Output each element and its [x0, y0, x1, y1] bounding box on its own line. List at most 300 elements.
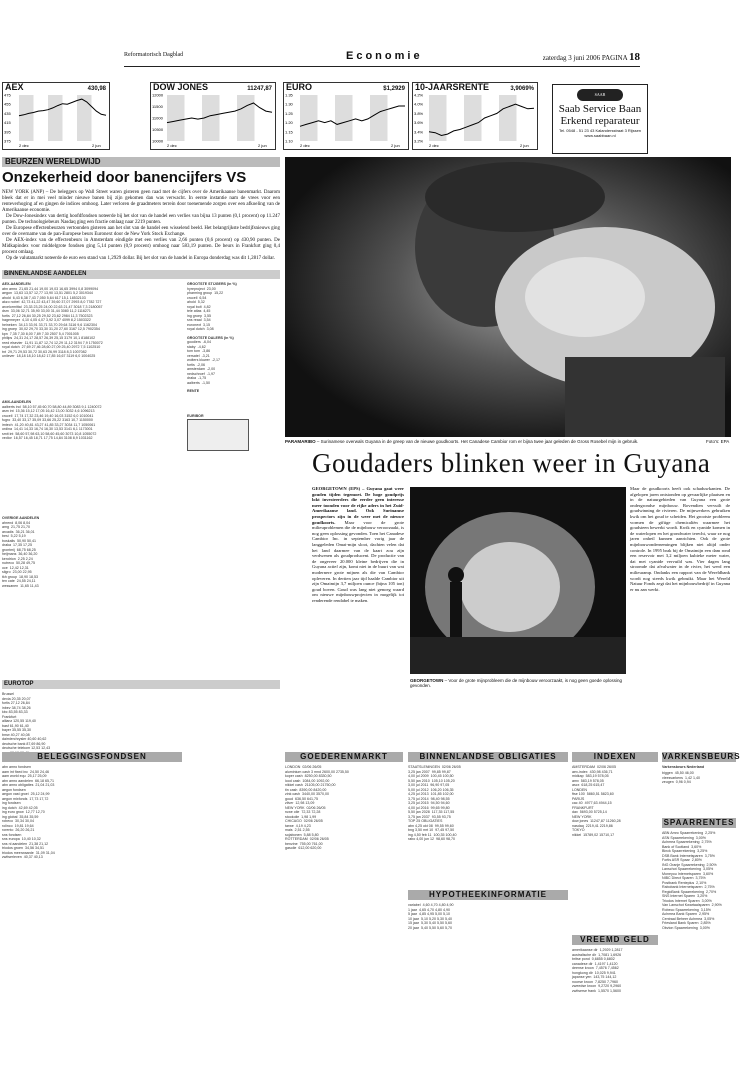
chart-band — [220, 95, 238, 141]
spaarrentes-rows — [662, 831, 736, 941]
x-tick-label: 2 jun — [391, 143, 400, 148]
x-tick-label: 2 jun — [258, 143, 267, 148]
table-row: bng 3,50 mrt 10 97,45 97,50 — [408, 828, 455, 832]
chart-band — [77, 95, 92, 141]
table-row: nikkel cash 21105,00 21750,00 — [285, 783, 336, 787]
table-row: amx 583,19 578,05 — [572, 778, 604, 783]
chart-band — [353, 95, 371, 141]
y-tick-label: 1.20 — [285, 120, 293, 126]
goederenmarkt-rows — [285, 765, 403, 925]
table-row: tnt 29,71 29,53 30,72 30,63 26,99 3118 8,3 1007082 — [2, 349, 87, 354]
y-tick-label: 415 — [4, 120, 11, 126]
chart-band — [63, 95, 78, 141]
photo2-caption: GEORGETOWN – Voor de grote mijnprobleem die de mijnbouw veroorzaakt, is nog geen goede oplossing gevonden. — [410, 678, 623, 688]
table-row: ing fondsen — [2, 801, 21, 805]
section-name: Economie — [346, 50, 423, 62]
table-row: tarwe 4,19 4,23 — [285, 823, 311, 828]
table-row: abn 4,25 okt 08 99,55 99,60 — [408, 823, 454, 828]
chart-dow-jones — [150, 82, 276, 150]
table-row: aegon vast groei 25,12 24,99 — [2, 792, 50, 796]
table-row: nutreco 50,28 49,75 — [2, 561, 35, 565]
list-item: pharming group 15,22 — [187, 291, 224, 295]
table-row: goud 636,50 641,75 — [285, 796, 318, 801]
table-row: aluminium cash 3 mnd 2600,00 2735,50 — [285, 769, 349, 774]
table-row: zilver 12,98 13,09 — [285, 801, 315, 805]
obligaties-rows — [408, 765, 568, 883]
y-tick-label: 455 — [4, 101, 11, 107]
y-tick-label: 3.6% — [414, 120, 424, 126]
table-row: deutsche bank 87,69 86,90 — [2, 741, 46, 746]
chart-value: 3,9069% — [510, 86, 534, 92]
table-row: Rabobank Internetsparen 2,75% — [662, 885, 715, 889]
table-row: dexia 20,35 20,07 — [2, 696, 31, 701]
table-row: ahrend 8,06 8,04 — [2, 520, 31, 525]
table-row: NEW YORK 02/06 26/05 — [285, 805, 326, 810]
beleggingsfondsen-rows — [2, 765, 182, 1055]
list-item: ahold 5,32 — [187, 300, 205, 304]
table-row: vleesvarkens 1,42 1,40 — [662, 775, 700, 780]
paragraph: De Dow-Jonesindex van dertig hoofdfondsen noteerde bij het slot van de handel een verlies van bijna 13 punten (0,1 procent) op 11.247 punten. De technologiebeurs Nasdaq ging een fractie omlaag naar 2219 punten. — [2, 214, 280, 225]
table-row: oce 12,42 12,31 — [2, 565, 29, 570]
x-tick-label: 2 jun — [92, 143, 101, 148]
aex-table — [2, 282, 182, 398]
table-row: 3,00 jul 2011 96,90 97,05 — [408, 783, 450, 787]
table-row: ten cate 24,55 24,11 — [2, 579, 36, 583]
wereldwijd-article — [2, 190, 280, 260]
table-row: dax 5693,00 5725,14 — [572, 810, 607, 814]
paragraph: De AEX-index van de effectenbeurs in Amsterdam eindigde met een verlies van 2,66 punten (0,6 procent) op 430,90 punten. De Midkapindex voor middelgrote fondsen ging 5,14 punten (0,9 procent) omhoog naar 583,19 punten. De beurs in Frankfurt ging 0,4 procent omlaag. — [2, 238, 280, 255]
table-row: 4,25 jul 2013 101,85 102,00 — [408, 792, 454, 796]
list-item: fortis -2,06 — [187, 362, 205, 367]
chart-title: 10-JAARSRENTE — [415, 82, 490, 92]
y-tick-label: 12000 — [152, 92, 164, 98]
y-tick-label: 1.25 — [285, 110, 293, 116]
table-row: 4,00 jul 2016 99,65 99,80 — [408, 805, 450, 810]
table-row: ING Oranje Spaarrekening 2,50% — [662, 862, 717, 867]
chart-title: DOW JONES — [153, 82, 209, 92]
goederenmarkt-title: GOEDERENMARKT — [285, 752, 403, 762]
table-row: bmw 40,27 40,08 — [2, 732, 30, 737]
table-row: STAATSLENINGEN 02/06 26/05 — [408, 765, 461, 769]
table-row: abn amro aandelen 66,18 65,71 — [2, 778, 54, 783]
indexen-title: INDEXEN — [572, 752, 658, 762]
paragraph: NEW YORK (ANP) – De beleggers op Wall Street waren gisteren geen raad met de cijfers over de Amerikaanse banenmarkt. Daarom bleek dat er in mei veel minder nieuwe banen bij zijn gekomen dan was verwacht. In eerste instantie nam de vrees voor een renteverhoging af en gingen de indices omhoog. Later verloren de graadmeters terrein door toenemende zorgen over een afkoeling van de Amerikaanse economie. — [2, 190, 280, 213]
list-item: nedschroef -1,97 — [187, 371, 215, 376]
table-row: Obvion Spaarrekening 3,00% — [662, 925, 710, 930]
vreemd-geld-title: VREEMD GELD — [572, 935, 658, 945]
guyana-headline: Goudaders blinken weer in Guyana — [312, 448, 711, 478]
table-row: basf 61,90 61,40 — [2, 723, 29, 728]
table-row: aegon mixfonds 17,73 17,72 — [2, 796, 49, 801]
table-row: ordina 14,41 14,33 16,74 16,30 13,53 3141 6,1 1173001 — [2, 427, 93, 431]
stijgers-list — [187, 287, 279, 332]
eurotop-title: EUROTOP — [2, 680, 280, 689]
table-row: midkap 583,19 578,05 — [572, 774, 609, 778]
table-row: Friesland Bank Sparen 2,85% — [662, 921, 711, 925]
table-row: aalberts ind 58,10 57,45 60,70 58,80 44,89 3083 9,1 1240072 — [2, 404, 102, 409]
chart-band — [92, 95, 107, 141]
chart-band — [48, 95, 63, 141]
ad-contact: Tel. 0548 - 51 23 43 Kalandersstraat 3 Rijssen www.saabbaan.nl — [558, 128, 642, 138]
table-row: 5 jaar 4,85 4,95 5,00 5,10 — [408, 912, 450, 916]
table-row: LONDEN — [572, 787, 587, 792]
table-row: ruwe olie 72,33 72,28 — [285, 810, 321, 814]
table-row: arcelormittal 23,33 23,25 24,00 22,63 21,47 3018 7,3 2180057 — [2, 304, 103, 309]
chart-10-jaarsrente — [412, 82, 538, 150]
table-row: sns nl aandelen 21,38 21,12 — [2, 841, 49, 846]
table-row: ftse 100 5860,51 5823,60 — [572, 792, 614, 796]
table-row: aam int fixed inc 24,50 24,46 — [2, 769, 49, 774]
list-item: wolters kluwer -2,17 — [187, 358, 220, 362]
table-row: asm int 15,36 15,12 17,05 16,42 13,00 3032 4,6 1096213 — [2, 409, 95, 413]
x-tick-label: 2 dec — [19, 143, 29, 148]
table-row: kpn 7,35 7,30 8,00 7,89 7,30 2507 5,4 7001005 — [2, 331, 79, 336]
table-row: benzine 755,00 761,00 — [285, 841, 323, 846]
table-row: gasolie 612,00 620,00 — [285, 846, 322, 850]
table-row: sligro 23,00 22,95 — [2, 570, 32, 574]
chart-value: 430,98 — [87, 86, 106, 92]
table-row: Frankfurt — [2, 714, 17, 719]
table-row: ahold 6,43 6,38 7,43 7,050 5,64 617 15,1 18532103 — [2, 295, 86, 300]
table-row: Postbank Renteplus 2,10% — [662, 880, 707, 885]
guyana-col-5: Maar de goudkoorts heeft ook schaduwkanten. De afgelopen jaren ontstonden op gevaarlijke plaatsen en in de natuurgebieden van Guyana een grote ondergrondse mijnbouw. Bovendien vervuilt de goudwinning de rivieren. De mijnwerkers gebruiken kwik om het goud te scheiden. Het grootste probleem vormen de giftige chemicaliën waarmee het goudsteen bewerkt wordt. Kwik en cyanide komen in de waterlopen en het grondwater terecht, waar ze nog jaren onheil kunnen aanrichten. Ook de grote mijnbouwondernemingen blijken niet altijd onder controle. In 1995 brak bij de Omaimijn een dam rond een reservoir met 3,2 miljoen kubieke meter water, dat met cyanide vervuild was. Vier dagen lang stroomde dat afvalwater in de rivier, het werd een milieuramp. Ondanks een rapport van de Wereldbank wordt nog steeds kwik gebruikt. Maar het Wereld Natuur Fonds zegt dat het mijnbouwbedrijf in Guyana er nu aan werkt. — [630, 486, 730, 592]
table-row: zwitserse frank 1,5570 1,5600 — [572, 988, 621, 993]
table-row: akzo nobel 42,73 41,22 43,47 39,60 37,07 2993 8,0 7782 727 — [2, 300, 102, 304]
table-row: fugro 33,40 33,17 35,09 33,66 25,22 3163 10,7 1150000 — [2, 418, 93, 422]
y-tick-label: 395 — [4, 129, 11, 135]
chart-title: EURO — [286, 82, 313, 92]
hypotheek-rows — [408, 903, 568, 963]
amx-label: AMX-AANDELEN — [2, 400, 32, 404]
chart-plot — [284, 83, 408, 149]
table-row: draka 17,35 17,25 — [2, 543, 32, 547]
table-row: fortis 27,12 26,84 — [2, 701, 30, 705]
table-row: inbev 38,74 38,26 — [2, 705, 31, 710]
chart-band — [300, 95, 318, 141]
table-row: ASN Spaarrekening 3,00% — [662, 835, 706, 840]
table-row: Achmea Spaarrekening 2,75% — [662, 840, 712, 844]
paragraph: De Europese effectenbeurzen vertoonden gisteren aan het slot van de handel een wisselend beeld. Het belangrijkste bedrijfsnieuws ging over de overname van de pan-Europese beurs Euronext door de New York Stock Exchange. — [2, 226, 280, 237]
stijgers-title: GROOTSTE STIJGERS (in %) — [187, 282, 237, 286]
table-row: sns europa 10,40 10,32 — [2, 837, 41, 841]
table-row: abn amro 21,65 21,44 19,00 19,03 16,65 3994 0,8 3099094 — [2, 286, 99, 291]
table-row: ing groep 30,02 29,70 33,30 31,20 27,60 3167 12,5 7902354 — [2, 327, 100, 331]
table-row: tin cash 8390,00 8420,00 — [285, 787, 327, 792]
table-row: stookolie 1,98 1,99 — [285, 814, 317, 819]
table-row: PARIJS — [572, 796, 585, 801]
table-row: abn amro obligaties 21,04 21,03 — [2, 783, 55, 787]
table-row: smit int 58,60 57,98 63,10 58,60 45,60 3073 10,8 1055072 — [2, 431, 97, 436]
chart-band — [335, 95, 353, 141]
table-row: japanse yen 143,75 144,12 — [572, 975, 617, 979]
table-row: besi 5,22 5,19 — [2, 534, 26, 538]
table-row: hongkong dlr 10,025 9,941 — [572, 970, 616, 975]
table-row: allianz 120,55 119,40 — [2, 719, 36, 723]
page-number: 18 — [629, 51, 640, 63]
goldminer-photo — [285, 157, 731, 437]
table-row: aex-index 430,98 436,71 — [572, 769, 613, 774]
y-tick-label: 1.15 — [285, 129, 293, 135]
table-row: Bank of Scotland 3,60% — [662, 844, 702, 849]
table-row: 10 jaar 5,10 5,20 5,30 5,40 — [408, 916, 452, 921]
chart-band — [255, 95, 273, 141]
chart-band — [370, 95, 388, 141]
chart-band — [237, 95, 255, 141]
table-row: tkh group 18,90 18,53 — [2, 574, 38, 579]
table-row: LONDON 02/06 26/05 — [285, 765, 322, 769]
table-row: ing dutch 42,69 42,05 — [2, 805, 38, 810]
list-item: sns reaal 3,54 — [187, 318, 211, 322]
vreemd-geld-rows — [572, 948, 658, 1008]
list-item: royal dutch 3,08 — [187, 327, 214, 331]
spaarrentes-title: SPAARRENTES — [663, 818, 735, 827]
table-row: rabo 4,00 jun 12 98,60 98,70 — [408, 837, 455, 841]
chart-plot — [413, 83, 537, 149]
table-row: sojabonen 5,88 5,80 — [285, 832, 319, 837]
x-tick-label: 2 jun — [520, 143, 529, 148]
y-tick-label: 11000 — [152, 115, 163, 121]
table-row: amg 21,75 21,70 — [2, 525, 30, 529]
table-row: ing 4,50 feb 11 100,35 100,40 — [408, 832, 457, 837]
table-row: Achmea Bank Sparen 2,95% — [662, 912, 710, 916]
table-row: heineken 34,13 33,91 33,71 33,70 29,64 3116 9,6 1162304 — [2, 322, 97, 327]
table-row: Brussel — [2, 692, 14, 696]
y-tick-label: 375 — [4, 138, 11, 144]
x-tick-label: 2 dec — [429, 143, 439, 148]
table-row: Triodos Internet Sparen 3,00% — [662, 898, 712, 903]
table-row: aegon fondsen — [2, 787, 26, 792]
table-row: nikkei 15789,02 15710,17 — [572, 832, 615, 837]
chart-euro — [283, 82, 409, 150]
table-row: reed elsevier 11,91 11,87 12,74 12,29 11,12 3194 7,9 1750072 — [2, 340, 103, 345]
varkensbeurs-sub: Varkensbeurs Nederland — [662, 765, 705, 769]
list-item: ing groep 3,55 — [187, 313, 211, 318]
y-tick-label: 3.2% — [414, 138, 424, 144]
saab-advertisement[interactable] — [552, 84, 648, 154]
indexen-rows — [572, 765, 658, 925]
table-row: Van Lanschot Kwartaalsparen 2,90% — [662, 903, 722, 907]
paragraph: Op de valutamarkt noteerde de euro een stand van 1,2929 dollar. Bij het slot van de handel in Europa donderdag was dit 1,2817 dollar. — [6, 256, 275, 261]
table-row: 3,75 jul 2014 98,40 98,55 — [408, 796, 450, 801]
table-row: zweedse kroon 9,2720 9,2960 — [572, 984, 622, 988]
chart-band — [388, 95, 406, 141]
table-row: SNS Internet Sparen 3,20% — [662, 894, 708, 898]
table-row: imtech 41,20 40,81 43,27 41,85 33,27 3034 11,7 1050061 — [2, 422, 96, 427]
table-row: biggen 45,50 46,00 — [662, 771, 694, 775]
table-row: grontmij 68,75 68,25 — [2, 547, 36, 552]
y-tick-label: 4.0% — [414, 101, 424, 107]
table-row: abn amro fondsen — [2, 765, 31, 769]
table-row: canadese dlr 1,4197 1,4120 — [572, 961, 618, 966]
mine-tunnel-image — [410, 487, 626, 674]
y-tick-label: 1.30 — [285, 101, 293, 107]
table-row: 3,75 jan 2037 93,55 93,75 — [408, 814, 451, 819]
table-row: zink cash 3440,00 3570,00 — [285, 792, 329, 796]
table-row: 5,00 jul 2012 106,20 106,35 — [408, 787, 454, 792]
table-row: ascx 618,25 615,47 — [572, 783, 605, 787]
table-row: wessanen 11,65 11,43 — [2, 583, 39, 588]
hypotheek-title: HYPOTHEEKINFORMATIE — [408, 890, 568, 900]
y-tick-label: 11500 — [152, 104, 163, 109]
table-row: Moneyou Internetsparen 3,60% — [662, 871, 714, 876]
table-row: koper cash 8250,00 8330,50 — [285, 774, 332, 778]
table-row: daimlerchrysler 40,60 40,62 — [2, 737, 47, 741]
chart-title: AEX — [5, 82, 24, 92]
table-row: noorse kroon 7,8250 7,7960 — [572, 979, 618, 984]
table-row: variabel 4,60 4,70 4,80 4,90 — [408, 903, 454, 907]
y-tick-label: 10000 — [152, 138, 164, 144]
list-item: crucell 6,54 — [187, 295, 207, 300]
table-row: 4,00 jul 2009 100,45 100,50 — [408, 774, 454, 778]
table-row: philips 24,31 24,17 28,57 26,39 25,15 3179 10,1 8188102 — [2, 336, 96, 340]
guyana-col-1 — [312, 486, 404, 706]
list-item: royal bolt 4,82 — [187, 304, 211, 309]
table-row: zwitserleven 40,37 40,13 — [2, 855, 43, 859]
table-row: Centraal Beheer Achmea 3,05% — [662, 916, 715, 921]
table-row: deense kroon 7,4576 7,4562 — [572, 966, 619, 970]
table-row: britse pond 0,6855 0,6802 — [572, 957, 615, 961]
beleggingsfondsen-title: BELEGGINGSFONDSEN — [2, 752, 182, 762]
table-row: RegioBank Spaarrekening 2,70% — [662, 889, 717, 894]
y-tick-label: 3.4% — [414, 129, 424, 135]
table-row: NEW YORK — [572, 814, 592, 819]
eurotop-rows — [2, 692, 278, 750]
table-row: FRANKFURT — [572, 805, 594, 810]
table-row: mais 2,51 2,55 — [285, 828, 310, 832]
table-row: 5,50 jan 2010 105,10 105,20 — [408, 778, 455, 783]
list-item: amsterdam -2,00 — [187, 367, 216, 371]
table-row: kendrion 2,25 2,24 — [2, 556, 33, 561]
binnenland-title: BINNENLANDSE AANDELEN — [2, 270, 280, 279]
table-row: heijmans 36,40 36,20 — [2, 552, 38, 556]
table-row: 20 jaar 5,40 5,50 5,60 5,70 — [408, 925, 452, 930]
chart-band — [34, 95, 49, 141]
table-row: rorento 26,20 26,21 — [2, 828, 35, 832]
chart-band — [318, 95, 336, 141]
table-row: Binck Spaarrekening 3,25% — [662, 849, 708, 853]
euribor-chart — [187, 419, 249, 451]
mine-tunnel-photo — [410, 487, 626, 674]
table-row: royal dutch 27,69 27,46 28,60 27,09 25,40 2972 7,5 1102510 — [2, 345, 101, 349]
list-item: draka -1,75 — [187, 376, 207, 380]
photo1-caption-text: PARAMARIBO – Surinamese overwals Guyana in de greep van de nieuwe goudkoorts. Het Canadese Cambior rom er bijna twee jaar geleden de Gross Rosebel mijn in gebruik. — [285, 439, 639, 444]
list-item: staby -4,62 — [187, 344, 206, 349]
chart-plot — [151, 83, 275, 149]
x-tick-label: 2 dec — [167, 143, 177, 148]
list-item: aalberts -1,50 — [187, 380, 210, 385]
y-tick-label: 3.8% — [414, 110, 424, 116]
table-row: fortis 27,12 26,84 30,25 29,52 23,62 2984 11,3 7502323 — [2, 313, 93, 318]
table-row: Fortis ASR Spaar 2,80% — [662, 858, 702, 862]
y-tick-label: 435 — [4, 110, 11, 116]
aex-rows — [2, 287, 182, 359]
photo1-credit: Foto's: EPA — [706, 439, 730, 444]
table-row: crucell 17,74 17,32 23,46 19,40 16,03 3152 6,0 1010041 — [2, 413, 94, 418]
table-row: dsm 33,06 32,71 35,90 33,00 31,44 3080 11,2 1116271 — [2, 309, 91, 313]
list-item: euronext 3,15 — [187, 322, 210, 327]
chart-aex — [2, 82, 110, 150]
saab-logo: SAAB — [577, 89, 623, 101]
goldminer-photo-image — [285, 157, 731, 437]
aex-label: AEX-AANDELEN — [2, 282, 31, 286]
table-row: triodos groen 34,56 34,51 — [2, 846, 44, 850]
amx-table — [2, 400, 182, 510]
chart-band — [517, 95, 535, 141]
overige-label: OVERIGE AANDELEN — [2, 516, 40, 520]
x-tick-label: 2 dec — [300, 143, 310, 148]
dalers-title: GROOTSTE DALERS (in %) — [187, 335, 234, 340]
table-row: australische dlr 1,7081 1,6926 — [572, 952, 622, 957]
table-row: unilever 18,18 18,10 18,42 17,85 16,67 3119 6,0 1004025 — [2, 354, 96, 358]
table-row: dow jones 11247,87 11260,28 — [572, 819, 621, 823]
list-item: goodiers -6,04 — [187, 340, 211, 344]
y-tick-label: 1.10 — [285, 138, 293, 144]
y-tick-label: 4.2% — [414, 92, 424, 98]
table-row: aegon 13,63 13,57 12,77 13,90 13,51 2801 5,2 3019344 — [2, 291, 93, 295]
table-row: NIBC Direct Sparen 3,75% — [662, 876, 706, 880]
table-row: sns fondsen — [2, 832, 22, 837]
chart-band — [167, 95, 185, 141]
newspaper-name: Reformatorisch Dagblad — [124, 52, 184, 58]
table-row: nasdaq 2219,41 2219,86 — [572, 823, 613, 828]
table-row: 3,25 jul 2015 94,50 94,60 — [408, 801, 450, 805]
chart-plot — [3, 83, 109, 149]
table-row: ing euro grow 12,77 12,70 — [2, 810, 45, 814]
table-row: ROTTERDAM 02/06 26/05 — [285, 837, 329, 841]
guyana-col-1-text: Maar voor de grote milieuproblemen die de mijnbouw veroorzaakt, is nog geen oplossing gevonden. Toen het Canadese Cambior Inc. in september vorig jaar de langgeleden Omai-mijn sloot, dachten velen dat het land daarmee van de kaart zou zijn verdwenen als goudproducent. De productie van de ongeveer 20.000 kleine bedrijven die in Guyana actief zijn, komt niet in de buurt van wat modernere grote mijnen als die van Cambior opleveren. In dertien jaar tijd haalde Cambior uit zijn Omaimijn 3,7 miljoen ounce (bijna 105 ton) goud boven. Goud was lang niet genoeg waard om nieuwe mijnbouwprojecten in mogelijk tot renderende rendabel te maken. — [312, 519, 404, 603]
chart-band — [464, 95, 482, 141]
guyana-lead: GEORGETOWN (EPS) – Guyana gaat weer gouden tijden tegemoet. De hoge goudprijs lokt investeerders die eerder geen interesse meer toonden voor de rijke aders in het Zuid-Amerikaanse land. Ook Surinamse prospectors zijn in de weer met de nieuwe goudkoorts. — [312, 486, 404, 525]
table-row: robeco 30,34 30,04 — [2, 819, 34, 823]
table-row: kbc 83,55 83,33 — [2, 710, 28, 714]
chart-band — [447, 95, 465, 141]
list-item: tom tom -3,86 — [187, 349, 211, 353]
table-row: TOKYO — [572, 828, 585, 832]
varkensbeurs-title: VARKENSBEURS — [662, 752, 741, 761]
table-row: Lanschot Spaarrekening 3,05% — [662, 867, 714, 871]
table-row: TOP 25 OBLIGATIES — [408, 819, 443, 823]
table-row: bayer 35,55 35,30 — [2, 728, 31, 732]
table-row: hagemeyer 4,10 4,05 4,07 3,92 3,07 4099 8,2 1503322 — [2, 318, 91, 322]
table-row: zeugen 0,96 0,94 — [662, 780, 691, 784]
list-item: hyreproject 23,00 — [187, 286, 216, 291]
y-tick-label: 10500 — [152, 127, 164, 132]
y-tick-label: 475 — [4, 92, 11, 98]
ad-line-2: Erkend reparateur — [560, 115, 640, 127]
page-date: zaterdag 3 juni 2006 PAGINA 18 — [542, 51, 640, 63]
y-tick-label: 1.35 — [285, 92, 293, 98]
dalers-list — [187, 340, 279, 385]
overige-rows — [2, 521, 278, 589]
list-item: versatel -3,21 — [187, 353, 210, 358]
obligaties-title: BINNENLANDSE OBLIGATIES — [408, 752, 568, 762]
page-header — [124, 48, 640, 67]
table-row: deutsche telekom 12,53 12,43 — [2, 746, 51, 750]
rente-title: RENTE — [187, 389, 200, 393]
table-row: vedior 16,57 16,45 18,71 17,75 14,84 3108 8,9 1031162 — [2, 436, 93, 440]
table-row: DSB Bank Internetsparen 3,75% — [662, 853, 715, 858]
overige-table — [2, 516, 278, 676]
chart-value: 11247,87 — [247, 86, 272, 92]
table-row: 3,25 jan 2007 99,85 99,87 — [408, 769, 451, 774]
table-row: 15 jaar 5,30 5,40 5,50 5,60 — [408, 921, 452, 925]
list-item: tele atlas 4,45 — [187, 309, 211, 313]
table-row: boskalis 50,90 50,41 — [2, 538, 36, 543]
table-row: amerikaanse dlr 1,2929 1,2817 — [572, 948, 623, 952]
table-row: Robeco Spaarrekening 3,15% — [662, 907, 711, 912]
stijgers-box — [187, 282, 279, 451]
table-row: 5,50 jan 2028 117,35 117,55 — [408, 810, 455, 814]
